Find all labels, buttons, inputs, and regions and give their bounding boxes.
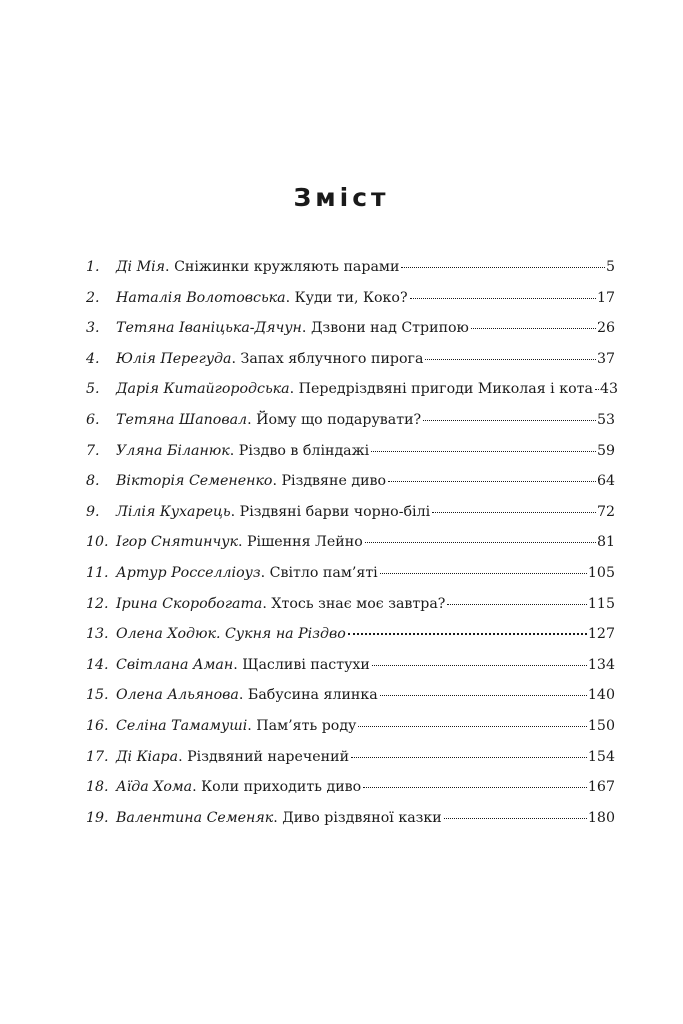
entry-page-number: 5 (605, 259, 615, 275)
toc-entry (86, 252, 615, 283)
toc-entry (86, 711, 615, 742)
entry-number: 13. (86, 626, 109, 643)
entry-separator: . (231, 350, 241, 367)
dot-leader (363, 787, 587, 788)
entry-title: Різдвяне диво (281, 473, 387, 490)
entry-number: 16. (86, 717, 109, 734)
entry-separator: . (273, 809, 283, 826)
toc-entry (86, 803, 615, 834)
entry-title: Хтось знає моє завтра? (271, 595, 446, 612)
entry-author: Лілія Кухарець (116, 503, 231, 520)
dot-leader (410, 298, 596, 299)
entry-title: Різдвяний наречений (187, 748, 350, 765)
entry-separator: . (247, 717, 257, 734)
entry-number: 6. (86, 411, 100, 428)
entry-author: Селіна Тамамуші (116, 717, 248, 734)
entry-author: Дарія Китайгородська (116, 381, 290, 398)
entry-number: 11. (86, 564, 109, 581)
entry-author: Тетяна Іваніцька-Дячун (116, 320, 302, 337)
entry-number: 19. (86, 809, 109, 826)
entry-separator: . (192, 779, 202, 796)
entry-page-number: 140 (587, 687, 615, 704)
entry-title: Йому що подарувати? (256, 411, 422, 428)
toc-heading: Зміст (293, 183, 390, 212)
entry-page-number: 180 (587, 809, 615, 826)
entry-page-number: 72 (596, 503, 615, 520)
toc-entry (86, 742, 615, 773)
entry-page-number: 59 (596, 442, 615, 459)
toc-entry (86, 313, 615, 344)
entry-author: Тетяна Шаповал (116, 411, 248, 428)
dot-leader (371, 451, 596, 452)
entry-page-number: 43 (599, 381, 618, 398)
entry-separator: . (237, 534, 247, 551)
entry-author: Вікторія Семененко (116, 473, 273, 490)
dot-leader (365, 542, 596, 543)
dot-leader (432, 512, 596, 513)
entry-separator: . (247, 411, 257, 428)
dot-leader (388, 481, 596, 482)
toc-entry (86, 405, 615, 436)
dot-leader (444, 818, 587, 819)
entry-title: Куди ти, Коко? (294, 289, 408, 306)
entry-separator: . (229, 442, 239, 459)
entry-title: Різдвяні барви чорно-білі (239, 503, 431, 520)
toc-entry (86, 650, 615, 681)
entry-page-number: 64 (596, 473, 615, 490)
toc-entry (86, 589, 615, 620)
toc-entry (86, 436, 615, 467)
entry-separator: . (178, 748, 188, 765)
entry-title: Пам’ять роду (256, 717, 357, 734)
entry-author: Артур Росселліоуз (116, 564, 261, 581)
entry-author: Ігор Снятинчук (116, 534, 238, 551)
toc-entry (86, 680, 615, 711)
dot-leader (471, 328, 596, 329)
entry-author: Олена Альянова (116, 687, 239, 704)
dot-leader (423, 420, 596, 421)
dot-leader (447, 604, 587, 605)
entry-separator: . (260, 564, 270, 581)
dot-leader (595, 389, 599, 390)
entry-number: 15. (86, 687, 109, 704)
entry-author: Валентина Семеняк (116, 809, 274, 826)
dot-leader (351, 757, 587, 758)
entry-page-number: 127 (587, 626, 615, 643)
entry-number: 12. (86, 595, 109, 612)
entry-title: Запах яблучного пирога (240, 350, 424, 367)
entry-page-number: 154 (587, 748, 615, 765)
entry-number: 17. (86, 748, 109, 765)
dot-leader (372, 665, 587, 666)
entry-page-number: 134 (587, 656, 615, 673)
entry-separator: . (285, 289, 295, 306)
entry-number: 4. (86, 350, 100, 367)
toc-list (86, 252, 618, 833)
entry-page-number: 115 (587, 595, 615, 612)
entry-title: Коли приходить диво (201, 779, 362, 796)
entry-title: Бабусина ялинка (247, 687, 378, 704)
entry-author: Аїда Хома (116, 779, 193, 796)
entry-page-number: 37 (596, 350, 615, 367)
dot-leader (348, 633, 587, 635)
entry-separator: . (289, 381, 299, 398)
entry-title: Різдво в бліндажі (238, 442, 370, 459)
entry-page-number: 26 (596, 320, 615, 337)
entry-number: 5. (86, 381, 100, 398)
entry-number: 10. (86, 534, 109, 551)
entry-separator: . (215, 626, 226, 643)
entry-number: 9. (86, 503, 100, 520)
toc-entry (86, 466, 615, 497)
entry-title: Щасливі пастухи (242, 656, 370, 673)
toc-entry (86, 619, 615, 650)
dot-leader (425, 359, 596, 360)
entry-number: 3. (86, 320, 100, 337)
entry-page-number: 53 (596, 411, 615, 428)
entry-number: 14. (86, 656, 109, 673)
toc-entry (86, 283, 615, 314)
dot-leader (380, 573, 587, 574)
entry-title: Передріздвяні пригоди Миколая і кота (298, 381, 593, 398)
entry-title: Диво різдвяної казки (282, 809, 442, 826)
entry-page-number: 17 (596, 289, 615, 306)
toc-entry (86, 497, 615, 528)
entry-author: Ді Мія (116, 259, 166, 275)
entry-number: 18. (86, 779, 109, 796)
entry-number: 2. (86, 289, 100, 306)
entry-title: Сніжинки кружляють парами (174, 259, 400, 275)
entry-author: Ірина Скоробогата (116, 595, 263, 612)
toc-entry (86, 772, 615, 803)
entry-title: Рішення Лейно (247, 534, 363, 551)
entry-page-number: 167 (587, 779, 615, 796)
entry-number: 1. (86, 259, 100, 275)
dot-leader (380, 695, 587, 696)
entry-number: 7. (86, 442, 100, 459)
entry-author: Олена Ходюк (116, 626, 216, 643)
entry-page-number: 150 (587, 717, 615, 734)
entry-author: Світлана Аман (116, 656, 234, 673)
dot-leader (358, 726, 587, 727)
entry-separator: . (165, 259, 175, 275)
entry-title: Сукня на Різдво (225, 626, 346, 643)
entry-author: Уляна Біланюк (116, 442, 230, 459)
entry-title: Світло пам’яті (269, 564, 378, 581)
toc-entry (86, 558, 615, 589)
entry-separator: . (233, 656, 243, 673)
entry-separator: . (301, 320, 311, 337)
entry-author: Наталія Волотовська (116, 289, 286, 306)
toc-entry (86, 527, 615, 558)
entry-separator: . (230, 503, 240, 520)
entry-number: 8. (86, 473, 100, 490)
entry-author: Ді Кіара (116, 748, 179, 765)
entry-separator: . (238, 687, 248, 704)
dot-leader (401, 267, 605, 268)
entry-page-number: 81 (596, 534, 615, 551)
entry-title: Дзвони над Стрипою (310, 320, 469, 337)
toc-entry (86, 374, 618, 405)
entry-separator: . (272, 473, 282, 490)
entry-separator: . (262, 595, 272, 612)
entry-page-number: 105 (587, 564, 615, 581)
entry-author: Юлія Перегуда (116, 350, 232, 367)
toc-entry (86, 344, 615, 375)
